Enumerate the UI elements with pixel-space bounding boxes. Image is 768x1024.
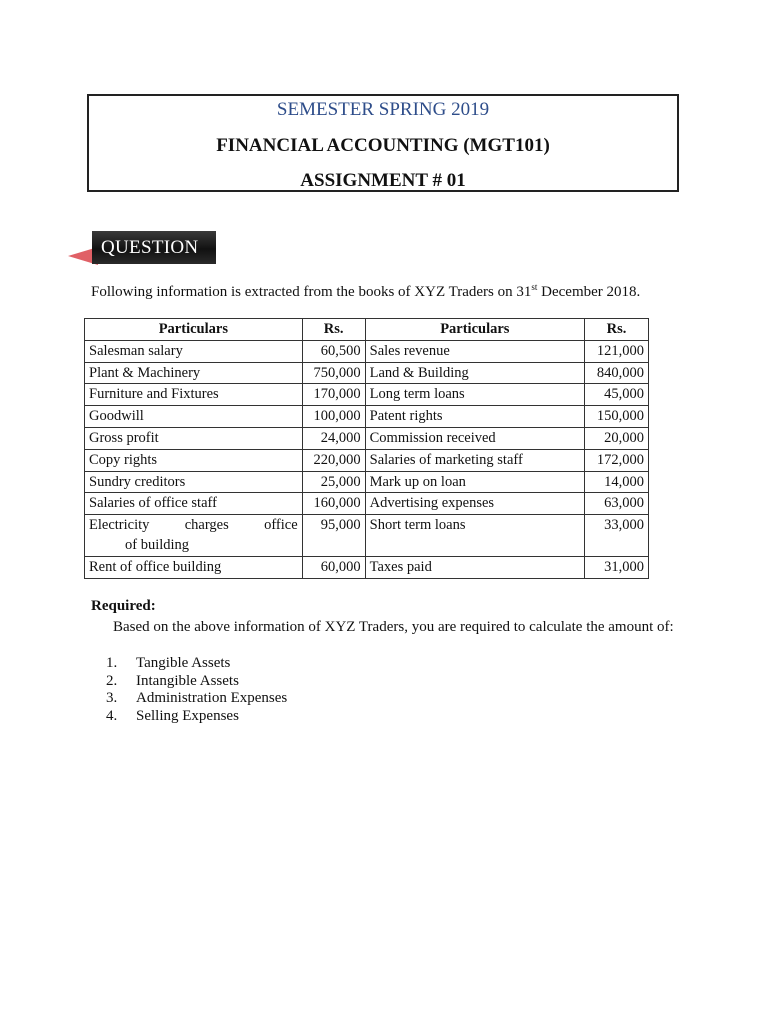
cell-amount: 100,000 xyxy=(302,406,365,428)
list-label: Tangible Assets xyxy=(136,655,231,671)
header-rs-1: Rs. xyxy=(302,319,365,341)
cell-amount: 60,000 xyxy=(302,557,365,579)
cell-particular: Short term loans xyxy=(365,515,584,557)
electricity-word-3: office xyxy=(264,517,298,534)
cell-amount: 840,000 xyxy=(585,362,649,384)
table-row xyxy=(85,449,649,471)
ledger-table xyxy=(84,318,649,579)
cell-particular: Salesman salary xyxy=(85,340,303,362)
cell-amount: 170,000 xyxy=(302,384,365,406)
table-row xyxy=(85,362,649,384)
intro-sup: st xyxy=(531,282,538,292)
cell-particular: Mark up on loan xyxy=(365,471,584,493)
intro-after: December 2018. xyxy=(537,284,641,300)
list-item xyxy=(106,708,287,726)
table-row xyxy=(85,406,649,428)
cell-particular: Copy rights xyxy=(85,449,303,471)
list-number: 3. xyxy=(106,690,118,707)
cell-particular: Sundry creditors xyxy=(85,471,303,493)
table-row xyxy=(85,384,649,406)
table-row xyxy=(85,493,649,515)
list-item xyxy=(106,655,287,673)
required-text: Based on the above information of XYZ Traders, you are required to calculate the amount of: xyxy=(113,619,674,635)
cell-amount: 14,000 xyxy=(585,471,649,493)
cell-particular: Advertising expenses xyxy=(365,493,584,515)
list-label: Intangible Assets xyxy=(136,672,239,689)
required-heading: Required: xyxy=(91,598,156,614)
cell-amount: 220,000 xyxy=(302,449,365,471)
electricity-word-1: Electricity xyxy=(89,517,150,534)
cell-amount: 45,000 xyxy=(585,384,649,406)
cell-amount: 160,000 xyxy=(302,493,365,515)
cell-amount: 121,000 xyxy=(585,340,649,362)
list-item xyxy=(106,690,287,708)
list-item xyxy=(106,673,287,691)
cell-amount: 63,000 xyxy=(585,493,649,515)
cell-amount: 750,000 xyxy=(302,362,365,384)
cell-particular: Long term loans xyxy=(365,384,584,406)
table-header-row xyxy=(85,319,649,341)
header-rs-2: Rs. xyxy=(585,319,649,341)
cell-amount: 24,000 xyxy=(302,427,365,449)
question-tab xyxy=(68,231,216,264)
cell-particular: Gross profit xyxy=(85,427,303,449)
table-row xyxy=(85,471,649,493)
cell-particular: Patent rights xyxy=(365,406,584,428)
list-label: Administration Expenses xyxy=(136,690,288,707)
intro-text xyxy=(91,282,640,301)
table-row xyxy=(85,515,649,557)
semester-title: SEMESTER SPRING 2019 xyxy=(276,99,490,120)
course-title: FINANCIAL ACCOUNTING (MGT101) xyxy=(216,135,550,156)
cell-particular: Furniture and Fixtures xyxy=(85,384,303,406)
task-list xyxy=(106,655,287,725)
cell-amount: 20,000 xyxy=(585,427,649,449)
header-particulars-1: Particulars xyxy=(85,319,303,341)
list-number: 4. xyxy=(106,707,118,724)
cell-particular: Goodwill xyxy=(85,406,303,428)
question-label: QUESTION xyxy=(92,231,216,264)
intro-before: Following information is extracted from the books of XYZ Traders on 31 xyxy=(91,284,532,300)
table-row xyxy=(85,340,649,362)
table-row xyxy=(85,557,649,579)
list-number: 1. xyxy=(106,655,118,671)
cell-amount: 31,000 xyxy=(585,557,649,579)
assignment-title: ASSIGNMENT # 01 xyxy=(300,170,466,191)
header-particulars-2: Particulars xyxy=(365,319,584,341)
electricity-line-2: of building xyxy=(125,537,190,554)
cell-amount: 33,000 xyxy=(585,515,649,557)
cell-particular: Sales revenue xyxy=(365,340,584,362)
cell-amount: 95,000 xyxy=(302,515,365,557)
electricity-line-1 xyxy=(89,515,298,535)
list-label: Selling Expenses xyxy=(136,707,239,724)
cell-particular: Salaries of office staff xyxy=(85,493,303,515)
cell-amount: 60,500 xyxy=(302,340,365,362)
header-box xyxy=(87,94,679,192)
cell-particular: Plant & Machinery xyxy=(85,362,303,384)
electricity-word-2: charges xyxy=(184,517,229,534)
cell-amount: 150,000 xyxy=(585,406,649,428)
cell-amount: 172,000 xyxy=(585,449,649,471)
cell-particular: Salaries of marketing staff xyxy=(365,449,584,471)
cell-amount: 25,000 xyxy=(302,471,365,493)
table-row xyxy=(85,427,649,449)
cell-particular-electricity xyxy=(85,515,303,557)
cell-particular: Land & Building xyxy=(365,362,584,384)
list-number: 2. xyxy=(106,672,118,689)
cell-particular: Commission received xyxy=(365,427,584,449)
cell-particular: Taxes paid xyxy=(365,557,584,579)
cell-particular: Rent of office building xyxy=(85,557,303,579)
